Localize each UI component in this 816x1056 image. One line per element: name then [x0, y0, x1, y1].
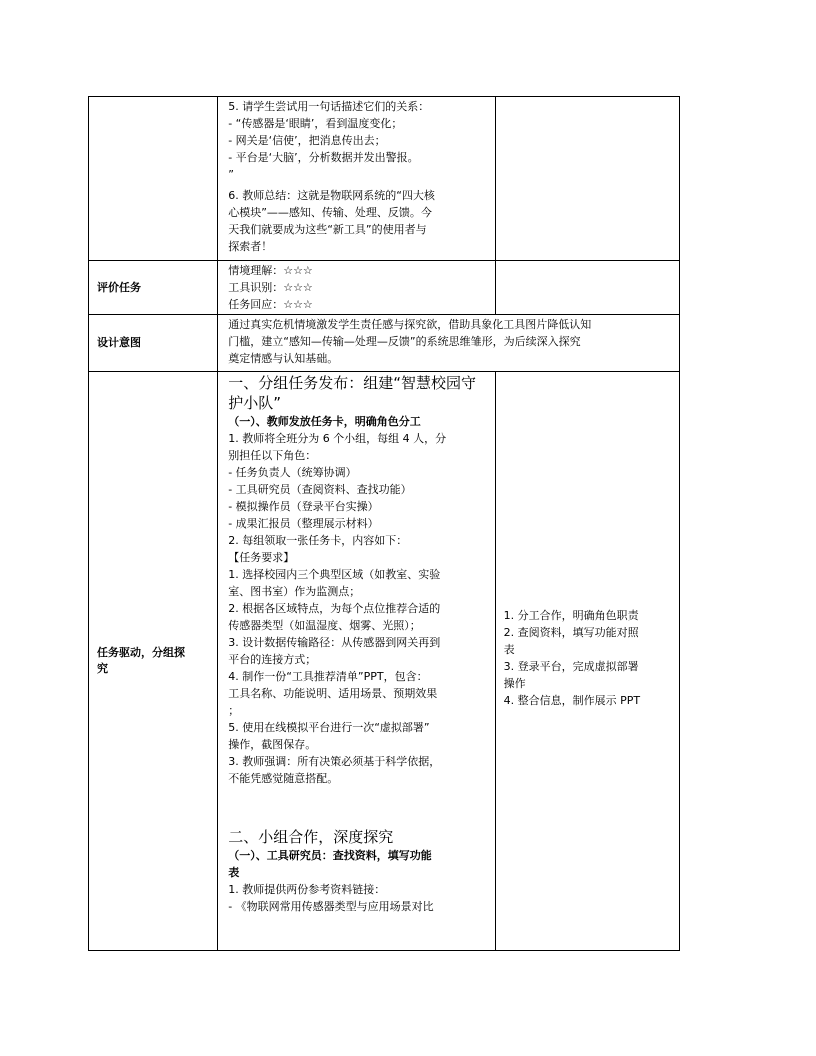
task-line: 室、图书室）作为监测点； — [228, 585, 361, 598]
student-activity-line: 4. 整合信息，制作展示 PPT — [503, 694, 641, 707]
evaluation-content-cell — [218, 261, 495, 315]
task-line: 1. 教师将全班分为 6 个小组，每组 4 人，分 — [228, 432, 447, 445]
intro-student-cell — [495, 97, 679, 261]
task-line: 3. 教师强调：所有决策必须基于科学依据， — [228, 755, 441, 768]
section-2-subtitle: 表 — [228, 866, 240, 879]
student-activity-line: 表 — [503, 643, 515, 656]
task-line: 2. 每组领取一张任务卡，内容如下： — [228, 534, 408, 547]
student-activity-cell — [495, 372, 679, 951]
student-activity-line: 2. 查阅资料，填写功能对照 — [503, 626, 639, 639]
task-line: 4. 制作一份“工具推荐清单”PPT，包含： — [228, 670, 428, 683]
design-intent-content — [218, 315, 680, 372]
task-line: - 任务负责人（统筹协调） — [228, 466, 357, 479]
section-2-subtitle: （一）、工具研究员：查找资料，填写功能 — [228, 849, 432, 862]
evaluation-student-cell — [495, 261, 679, 315]
section-1-title: 护小队” — [228, 394, 281, 412]
intro-line: - “传感器是‘眼睛’，看到温度变化； — [228, 117, 403, 130]
teacher-summary-line: 6. 教师总结：这就是物联网系统的“四大核 — [228, 189, 435, 202]
task-driven-content-cell — [218, 372, 495, 951]
row-task-driven — [89, 372, 680, 951]
task-line: 不能凭感觉随意搭配。 — [228, 772, 339, 785]
evaluation-item: 工具识别：☆☆☆ — [228, 281, 313, 294]
task-line: 平台的连接方式； — [228, 653, 317, 666]
student-activity-line: 1. 分工合作，明确角色职责 — [503, 609, 639, 622]
student-activity-line: 3. 登录平台，完成虚拟部署 — [503, 660, 639, 673]
design-intent-line: 奠定情感与认知基础。 — [228, 352, 339, 365]
task-line: 别担任以下角色： — [228, 449, 317, 462]
teacher-summary-line: 天我们就要成为这些“新工具”的使用者与 — [228, 223, 427, 236]
task-line: - 工具研究员（查阅资料、查找功能） — [228, 483, 412, 496]
task-line: 操作，截图保存。 — [228, 738, 317, 751]
task-line: 工具名称、功能说明、适用场景、预期效果 — [228, 687, 438, 700]
task-line: ； — [228, 704, 240, 717]
section-1-subtitle: （一）、教师发放任务卡，明确角色分工 — [228, 415, 421, 428]
evaluation-item: 任务回应：☆☆☆ — [228, 298, 313, 311]
lesson-plan-table — [88, 96, 680, 951]
intro-line: - 平台是‘大脑’，分析数据并发出警报。 — [228, 151, 419, 164]
task-line: 3. 设计数据传输路径：从传感器到网关再到 — [228, 636, 441, 649]
design-intent-line: 门槛，建立“感知—传输—处理—反馈”的系统思维雏形，为后续深入探究 — [228, 335, 581, 348]
task-line: 1. 选择校园内三个典型区域（如教室、实验 — [228, 568, 441, 581]
teacher-summary-line: 心模块”——感知、传输、处理、反馈。今 — [228, 206, 432, 219]
row-design-intent — [89, 315, 680, 372]
student-activity-line: 操作 — [503, 677, 526, 690]
task-line: - 成果汇报员（整理展示材料） — [228, 517, 379, 530]
task-line: 1. 教师提供两份参考资料链接： — [228, 883, 386, 896]
task-driven-label-line: 究 — [97, 662, 108, 675]
row-evaluation — [89, 261, 680, 315]
task-line: 2. 根据各区域特点，为每个点位推荐合适的 — [228, 602, 441, 615]
design-intent-line: 通过真实危机情境激发学生责任感与探究欲，借助具象化工具图片降低认知 — [228, 318, 592, 331]
evaluation-label: 评价任务 — [89, 261, 218, 315]
design-intent-label: 设计意图 — [89, 315, 218, 372]
task-line: 【任务要求】 — [228, 551, 295, 564]
task-line: 传感器类型（如温湿度、烟雾、光照）； — [228, 619, 421, 632]
task-line: 5. 使用在线模拟平台进行一次“虚拟部署” — [228, 721, 430, 734]
evaluation-item: 情境理解：☆☆☆ — [228, 264, 313, 277]
row-intro-continued — [89, 97, 680, 261]
section-2-title: 二、小组合作，深度探究 — [228, 828, 394, 846]
task-driven-label-line: 任务驱动，分组探 — [97, 646, 185, 659]
intro-label-cell — [89, 97, 218, 261]
section-1-title: 一、分组任务发布：组建“智慧校园守 — [228, 374, 476, 392]
task-driven-label — [89, 372, 218, 951]
intro-line: - 网关是‘信使’，把消息传出去； — [228, 134, 386, 147]
intro-content-cell — [218, 97, 495, 261]
teacher-summary-line: 探索者！ — [228, 240, 273, 253]
task-line: - 模拟操作员（登录平台实操） — [228, 500, 379, 513]
task-line: - 《物联网常用传感器类型与应用场景对比 — [228, 900, 434, 913]
intro-line: ” — [228, 168, 234, 181]
intro-line: 5. 请学生尝试用一句话描述它们的关系： — [228, 100, 430, 113]
